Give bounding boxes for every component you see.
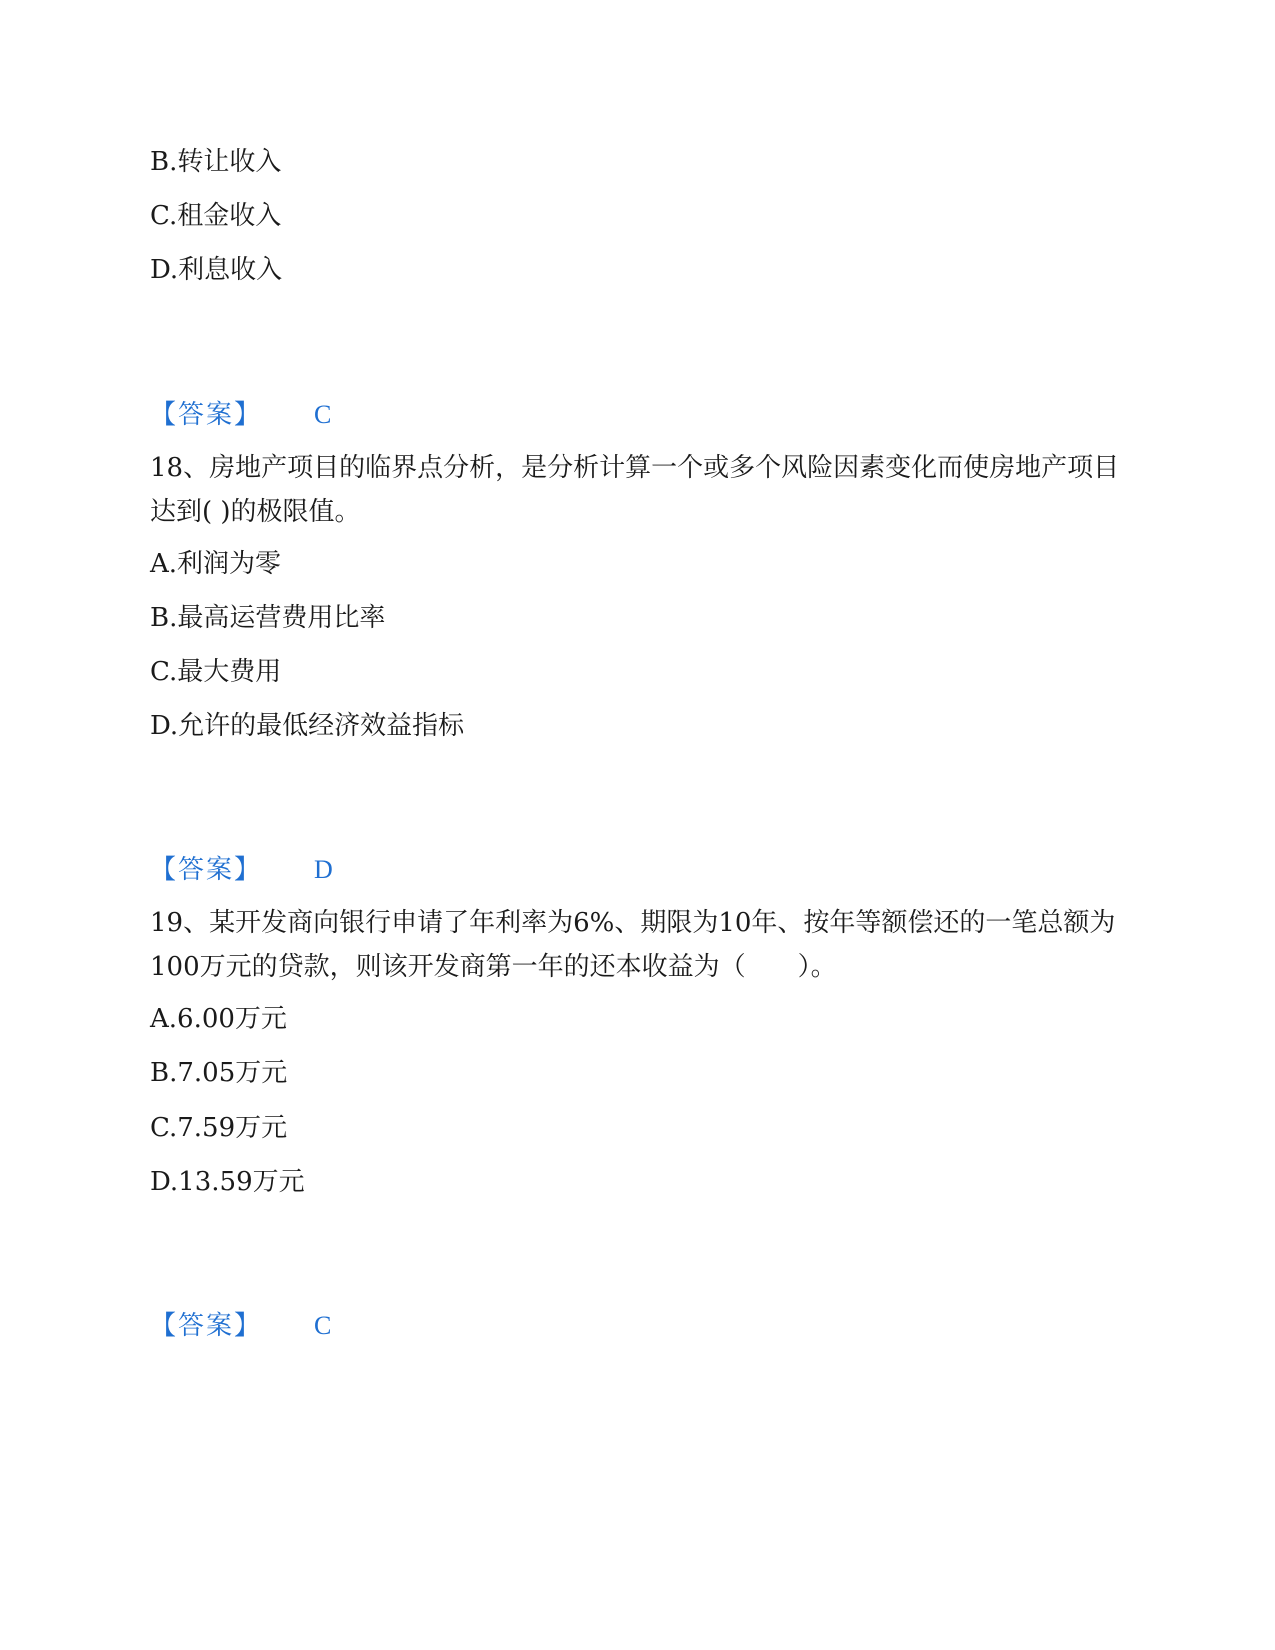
q19-option-b: B.7.05万元: [150, 1058, 288, 1088]
q18-option-d: D.允许的最低经济效益指标: [150, 711, 465, 741]
q18-option-a: A.利润为零: [150, 549, 282, 579]
answer-label: 【答案】: [150, 855, 263, 885]
q19-answer: [150, 1306, 331, 1346]
answer-label: 【答案】: [150, 400, 263, 430]
q19-option-d: D.13.59万元: [150, 1167, 305, 1197]
q19-stem: 19、某开发商向银行申请了年利率为6%、期限为10年、按年等额偿还的一笔总额为100万元的贷款，则该开发商第一年的还本收益为（ ）。: [150, 908, 1116, 982]
q17-option-d: D.利息收入: [150, 255, 283, 285]
q18-option-b: B.最高运营费用比率: [150, 603, 386, 633]
q19-option-c: C.7.59万元: [150, 1113, 288, 1143]
q18-stem: 18、房地产项目的临界点分析，是分析计算一个或多个风险因素变化而使房地产项目达到( )的极限值。: [150, 453, 1120, 527]
q17-option-c: C.租金收入: [150, 201, 282, 231]
answer-value: C: [314, 400, 332, 429]
answer-value: D: [314, 855, 333, 884]
q17-option-b: B.转让收入: [150, 147, 282, 177]
answer-value: C: [314, 1311, 332, 1340]
q18-option-c: C.最大费用: [150, 657, 282, 687]
q18-answer: [150, 850, 333, 890]
q19-option-a: A.6.00万元: [150, 1004, 287, 1034]
answer-label: 【答案】: [150, 1311, 263, 1341]
q17-answer: [150, 395, 331, 435]
